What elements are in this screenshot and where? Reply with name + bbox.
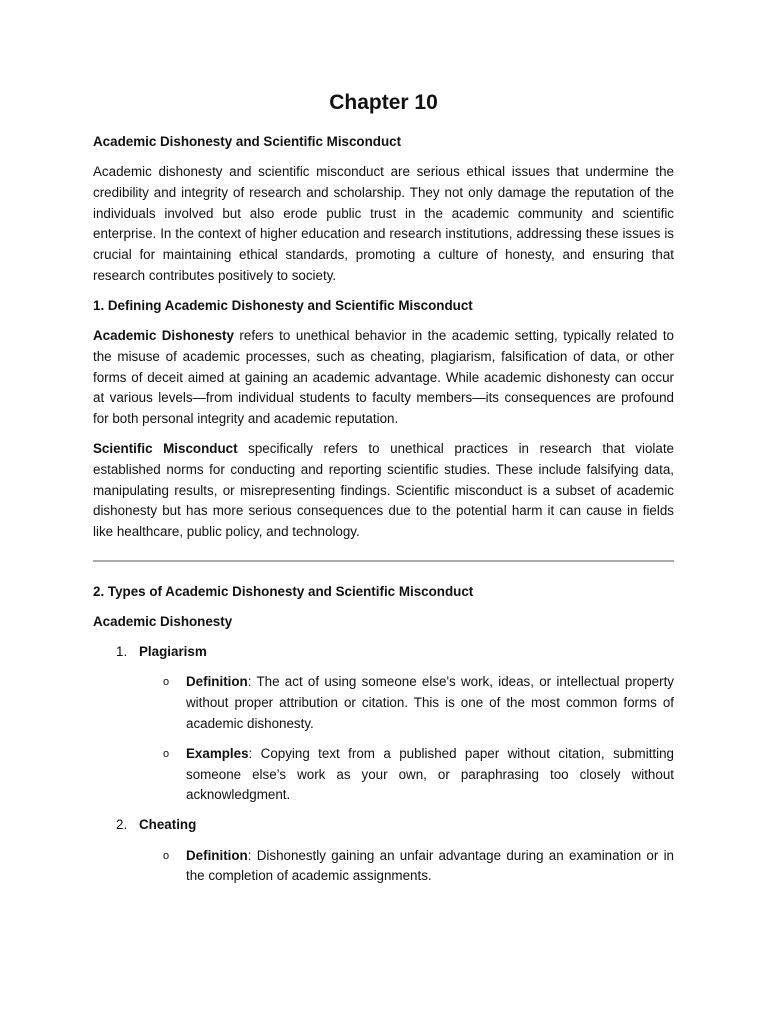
plagiarism-examples — [93, 744, 674, 806]
section-divider — [93, 560, 674, 562]
scientific-misconduct-term: Scientific Misconduct — [93, 441, 238, 457]
academic-dishonesty-text: refers to unethical behavior in the academic setting, typically related to the misuse of academic processes, such as cheating, plagiarism, falsification of data, or other forms of deceit aimed at gaining an academic advantage. While academic dishonesty can occur at various levels—from individual students to faculty members—its consequences are profound for both personal integrity and academic reputation. — [93, 328, 674, 426]
cheating-definition — [93, 846, 674, 887]
section2-subheading: Academic Dishonesty — [93, 613, 233, 629]
chapter-title: Chapter 10 — [329, 91, 438, 114]
section-heading: Academic Dishonesty and Scientific Misconduct — [93, 134, 402, 149]
point-label: Definition — [186, 847, 248, 863]
scientific-misconduct-text: specifically refers to unethical practices in research that violate established norms for conducting and reporting scientific studies. These include falsifying data, manipulating results, or misrepresenting findings. Scientific misconduct is a subset of academic dishonesty but has more serious consequences due to the potential harm it can cause in fields like healthcare, public policy, and technology. — [93, 441, 674, 539]
section1-heading: 1. Defining Academic Dishonesty and Scientific Misconduct — [93, 297, 473, 313]
academic-dishonesty-paragraph — [93, 326, 674, 430]
point-text: : The act of using someone else's work, ideas, or intellectual property without proper attribution or citation. This is one of the most common forms of academic dishonesty. — [186, 674, 674, 731]
list-number: 1. — [116, 644, 128, 660]
hollow-bullet-icon: o — [163, 676, 170, 689]
list-item-cheating — [93, 815, 674, 836]
list-item-title: Plagiarism — [139, 644, 207, 660]
point-text: : Dishonestly gaining an unfair advantage during an examination or in the completion of academic assignments. — [186, 847, 674, 884]
point-text: : Copying text from a published paper without citation, submitting someone else’s work as your own, or paraphrasing too closely without acknowledgment. — [186, 745, 674, 803]
academic-dishonesty-term: Academic Dishonesty — [93, 328, 234, 344]
point-label: Examples — [186, 745, 249, 761]
list-item-title: Cheating — [139, 817, 197, 833]
intro-paragraph: Academic dishonesty and scientific misconduct are serious ethical issues that undermine the credibility and integrity of research and scholarship. They not only damage the reputation of the individuals involved but also erode public trust in the academic community and scientific enterprise. In the context of higher education and research institutions, addressing these issues is crucial for maintaining ethical standards, promoting a culture of honesty, and ensuring that research contributes positively to society. — [93, 164, 674, 283]
hollow-bullet-icon: o — [163, 747, 170, 760]
scientific-misconduct-paragraph — [93, 439, 674, 543]
point-label: Definition — [186, 674, 248, 690]
list-item-plagiarism — [93, 642, 674, 663]
list-number: 2. — [116, 817, 128, 833]
plagiarism-definition — [93, 672, 674, 734]
hollow-bullet-icon: o — [163, 849, 170, 862]
section2-heading: 2. Types of Academic Dishonesty and Scientific Misconduct — [93, 583, 474, 599]
